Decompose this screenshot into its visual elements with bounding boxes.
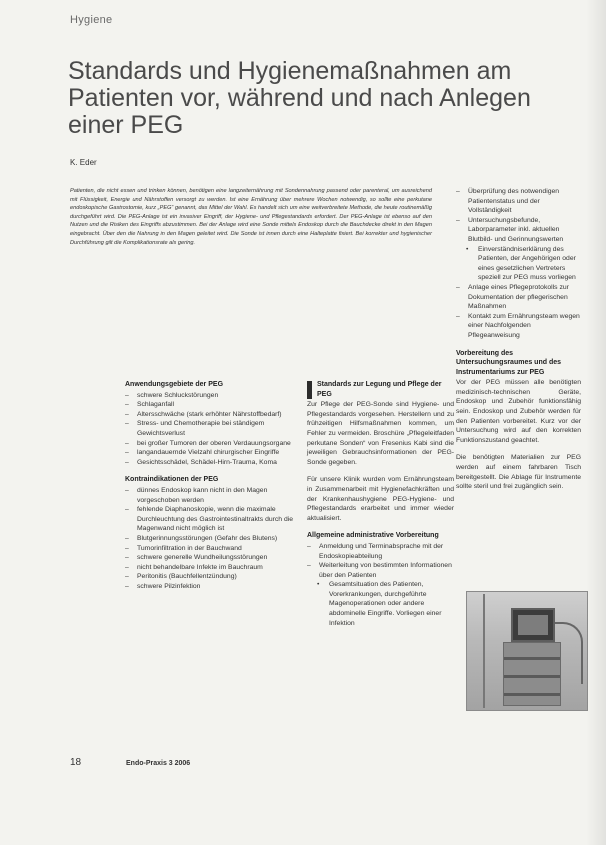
list-item: – Altersschwäche (stark erhöhter Nährstoffbedarf)	[125, 410, 299, 420]
article-title: Standards und Hygienemaßnahmen am Patienten vor, während und nach Anlegen einer PEG	[68, 57, 531, 139]
page-number: 18	[70, 757, 82, 768]
contraindications-heading: Kontraindikationen der PEG	[125, 476, 219, 484]
checklist-1	[456, 187, 581, 341]
indications-heading: Anwendungsgebiete der PEG	[125, 381, 224, 388]
list-item: – Kontakt zum Ernährungsteam wegen einer Nachfolgenden Pflegeanweisung	[456, 312, 581, 341]
column-right	[456, 187, 581, 500]
endoscopy-equipment-photo	[466, 591, 588, 711]
list-item: – bei großer Tumoren der oberen Verdauungsorgane	[125, 439, 299, 449]
indications-list	[125, 391, 299, 468]
admin-heading: Allgemeine administrative Vorbereitung	[307, 532, 439, 540]
standards-paragraph-2: Für unsere Klinik wurden vom Ernährungsteam in Zusammenarbeit mit Hygienefachkräften und der Krankenhaushygiene PEG-Hygiene- und Pflegestandards erarbeitet und immer wieder aktualisiert.	[307, 476, 454, 522]
list-item: – Anlage eines Pflegeprotokolls zur Dokumentation der pflegerischen Maßnahmen	[456, 283, 581, 312]
page-edge-shadow	[586, 0, 606, 845]
list-item: – Anmeldung und Terminabsprache mit der Endoskopieabteilung	[307, 542, 454, 561]
list-subitem: • Einverständniserklärung des Patienten, der Angehörigen oder eines gesetzlichen Vertreters speziell zur PEG muss vorliegen	[456, 245, 581, 283]
list-item: – schwere generelle Wundheilungsstörungen	[125, 553, 299, 563]
monitor-image	[511, 608, 555, 642]
list-item: – fehlende Diaphanoskopie, wenn die maximale Durchleuchtung des Gastrointestinaltrakts durch die Magenwand nicht möglich ist	[125, 505, 299, 534]
section-label: Hygiene	[70, 14, 113, 26]
column-left	[125, 380, 299, 599]
list-item: – schwere Pilzinfektion	[125, 582, 299, 592]
list-item: – Weiterleitung von bestimmten Informationen über den Patienten	[307, 561, 454, 580]
list-item: – Gesichtsschädel, Schädel-Hirn-Trauma, Koma	[125, 458, 299, 468]
equipment-cart-image	[503, 642, 561, 706]
list-item: – nicht behandelbare Infekte im Bauchraum	[125, 563, 299, 573]
standards-paragraph-1: Zur Pflege der PEG-Sonde sind Hygiene- und Pflegestandards vorgesehen. Herstellern und zu frühzeitigen Hilfsmaßnahmen kommen, um Fehler zu vermeiden. Broschüre „Pflegeleitfaden perkutane Sonden“ von Fresenius Kabi sind die jeweiligen Gebrauchsinformationen der PEG-Sonde gegeben.	[307, 401, 454, 466]
list-item: – Peritonitis (Bauchfellentzündung)	[125, 572, 299, 582]
admin-list	[307, 542, 454, 628]
list-item: – Tumorinfiltration in der Bauchwand	[125, 544, 299, 554]
preparation-heading: Vorbereitung des Untersuchungsraumes und des Instrumentariums zur PEG	[456, 349, 562, 376]
list-item: – langandauernde Vielzahl chirurgischer Eingriffe	[125, 448, 299, 458]
journal-name: Endo-Praxis 3 2006	[126, 760, 191, 767]
preparation-paragraph-1: Vor der PEG müssen alle benötigten medizinisch-technischen Geräte, Endoskop und Zubehör funktionsfähig sein. Endoskop und Zubehör werden für den Patienten vorbereitet. Kurz vor der Untersuchung wird auf den korrekten Funktionszustand geachtet.	[456, 379, 581, 444]
endoscope-cable-image	[555, 622, 583, 684]
list-item: – Überprüfung des notwendigen Patientenstatus und der Vollständigkeit	[456, 187, 581, 216]
standards-heading: Standards zur Legung und Pflege der PEG	[307, 380, 454, 399]
list-item: – Schlaganfall	[125, 400, 299, 410]
contraindications-list	[125, 486, 299, 592]
list-item: – Untersuchungsbefunde, Laborparameter inkl. aktuellen Blutbild- und Gerinnungswerten	[456, 216, 581, 245]
list-item: – dünnes Endoskop kann nicht in den Magen vorgeschoben werden	[125, 486, 299, 505]
iv-pole-image	[483, 594, 485, 708]
list-item: – Blutgerinnungsstörungen (Gefahr des Blutens)	[125, 534, 299, 544]
preparation-paragraph-2: Die benötigten Materialien zur PEG werden auf einem fahrbaren Tisch bereitgestellt. Die Ablage für Instrumente sollte steril und frei zugänglich sein.	[456, 454, 581, 491]
list-item: – Stress- und Chemotherapie bei ständigem Gewichtsverlust	[125, 419, 299, 438]
author: K. Eder	[70, 158, 97, 167]
list-subitem: • Gesamtsituation des Patienten, Vorerkrankungen, durchgeführte Magenoperationen oder andere abdominelle Eingriffe. Vorliegen einer Infektion	[307, 580, 454, 628]
intro-paragraph: Patienten, die nicht essen und trinken können, benötigen eine langzeiternährung mit Sondennahrung passend oder parenteral, um ausreichend mit Flüssigkeit, Energie und Nährstoffen versorgt zu werden. Ist eine Ernährung über mehrere Wochen notwendig, so sollte eine perkutane endoskopische Gastrostomie, kurz „PEG“ genannt, das Mittel der Wahl. Es handelt sich um eine weitverbreitete Methode, die heute routinemäßig durchgeführt wird. Die PEG-Anlage ist ein invasiver Eingriff, der Hygiene- und Pflegestandards erfordert. Der PEG-Anlage ist ebenso auf den Nutzen und die Risiken des Eingriffs abzustimmen. Bei der Anlage wird eine Sonde mittels Endoskop durch die Bauchdecke direkt in den Magen eingebracht. Über den die Nahrung in den Magen geleitet wird. Die Sonde ist innen durch eine Halteplatte fixiert. Bei korrekter und hygienischer Durchführung gilt die Komplikationsrate als gering.	[70, 188, 432, 246]
list-item: – schwere Schluckstörungen	[125, 391, 299, 401]
column-middle	[307, 380, 454, 636]
